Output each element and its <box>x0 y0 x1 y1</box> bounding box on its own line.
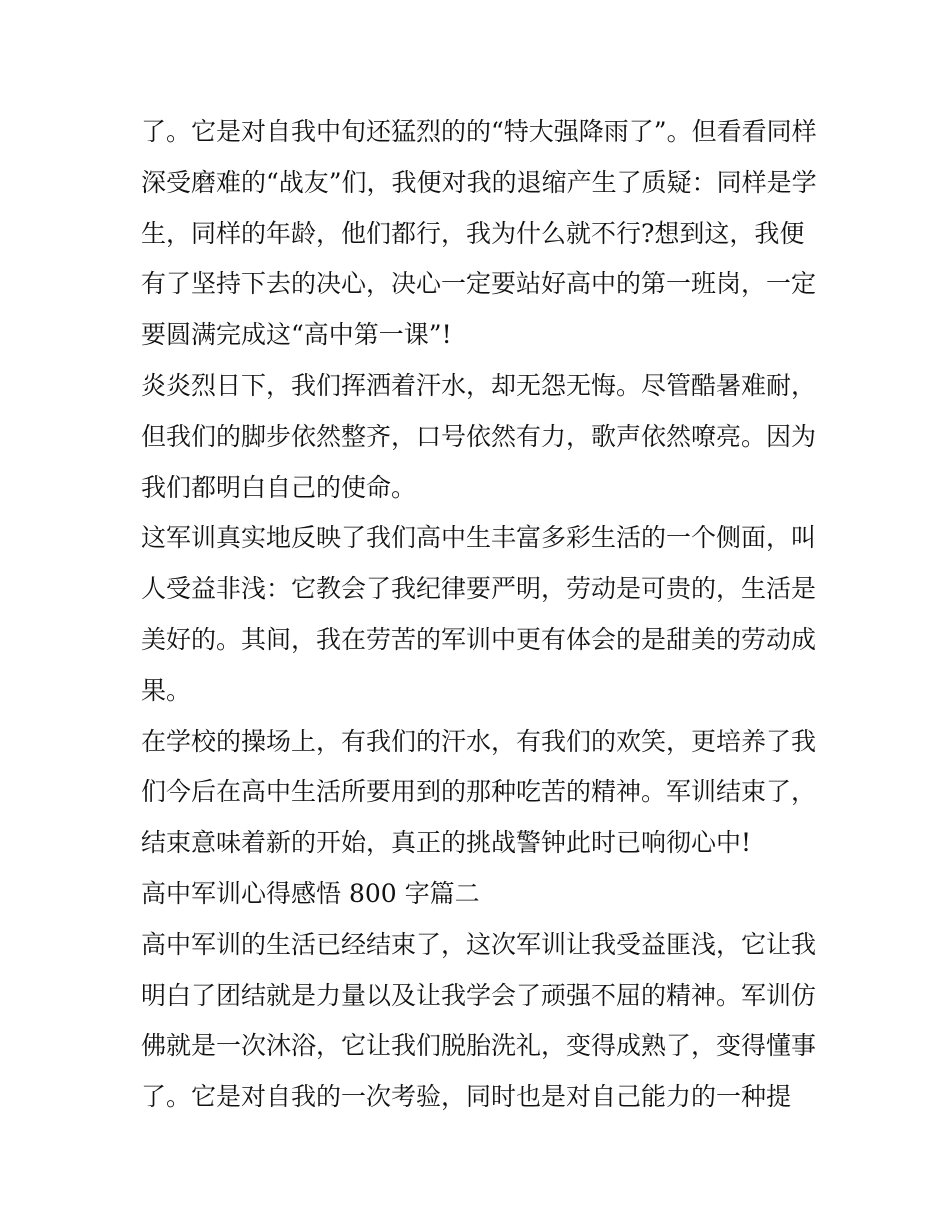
paragraph-military-training-reflection: 这军训真实地反映了我们高中生丰富多彩生活的一个侧面，叫 人受益非浅：它教会了我纪律要严明，劳动是可贵的，生活是 美好的。其间，我在劳苦的军训中更有体会的是甜美的劳动成 果。 <box>141 523 817 705</box>
section-heading: 高中军训心得感悟 800 字篇二 <box>141 878 480 908</box>
paragraph-playground: 在学校的操场上，有我们的汗水，有我们的欢笑，更培养了我 们今后在高中生活所要用到的那种吃苦的精神。军训结束了， 结束意味着新的开始，真正的挑战警钟此时已响彻心中! <box>141 726 817 858</box>
paragraph-continued: 了。它是对自我中旬还猛烈的的“特大强降雨了”。但看看同样 深受磨难的“战友”们，我便对我的退缩产生了质疑：同样是学 生，同样的年龄，他们都行，我为什么就不行?想到这，我便 有了坚持下去的决心，决心一定要站好高中的第一班岗，一定 要圆满完成这“高中第一课”! <box>141 117 817 350</box>
paragraph-hot-sun: 炎炎烈日下，我们挥洒着汗水，却无怨无悔。尽管酷暑难耐， 但我们的脚步依然整齐，口号依然有力，歌声依然嘹亮。因为 我们都明白自己的使命。 <box>141 370 817 502</box>
document-body <box>141 107 821 1123</box>
paragraph-section-two-intro: 高中军训的生活已经结束了，这次军训让我受益匪浅，它让我 明白了团结就是力量以及让我学会了顽强不屈的精神。军训仿 佛就是一次沐浴，它让我们脱胎洗礼，变得成熟了，变得懂事 了。它是对自我的一次考验，同时也是对自己能力的一种提 <box>141 929 817 1112</box>
